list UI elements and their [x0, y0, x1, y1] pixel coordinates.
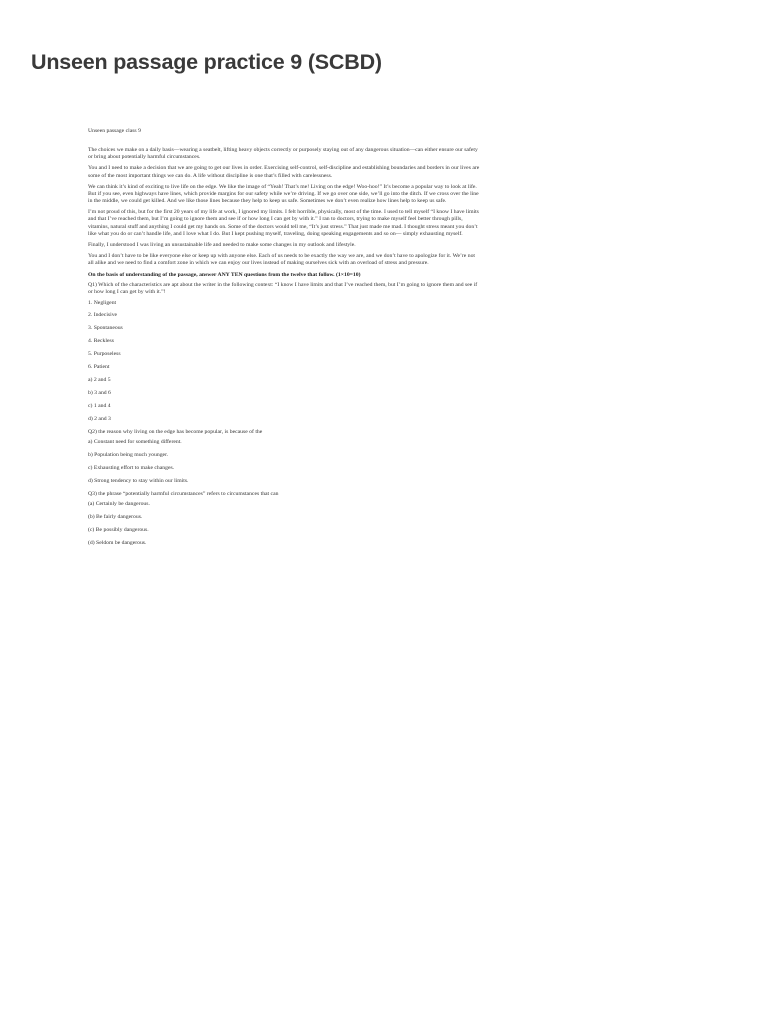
q3-choice-b: (b) Be fairly dangerous. [88, 513, 143, 520]
passage-paragraph-2: You and I need to make a decision that we are going to get our lives in order. Exercising self-control, self-discipline and establishing boundaries and borders in our lives are some of the most important things we can do. A life without discipline is one that’s filled with carelessness. [88, 165, 480, 179]
question-3: Q3) the phrase “potentially harmful circumstances” refers to circumstances that can [88, 490, 279, 497]
passage-paragraph-4: I’m not proud of this, but for the first 20 years of my life at work, I ignored my limits. I felt horrible, physically, most of the time. I used to tell myself “I know I have limits and that I’ve reached them, but I’m going to ignore them and see if or how long I can get by with it.” I ran to doctors, trying to make myself feel better through pills, vitamins, natural stuff and anything I could get my hands on. Some of the doctors would tell me, “It’s just stress.” That just made me mad. I thought stress meant you don’t like what you do or can’t handle life, and I love what I do. But I kept pushing myself, traveling, doing speaking engagements and so on— simply exhausting myself. [88, 209, 479, 237]
question-2: Q2) the reason why living on the edge has become popular, is because of the [88, 428, 263, 435]
q1-choice-b: b) 3 and 6 [88, 389, 111, 396]
document-body [88, 128, 480, 553]
passage-paragraph-6: You and I don’t have to be like everyone else or keep up with anyone else. Each of us needs to be exactly the way we are, and we don’t have to apologize for it. We’re not all alike and we need to find a comfort zone in which we can enjoy our lives instead of making ourselves sick with an overload of stress and pressure. [88, 253, 476, 267]
q1-option-3: 3. Spontaneous [88, 325, 123, 332]
q2-choice-a: a) Constant need for something different. [88, 438, 182, 445]
document-heading: Unseen passage class 9 [88, 128, 141, 134]
q1-option-2: 2. Indecisive [88, 312, 118, 319]
q2-choice-b: b) Population being much younger. [88, 451, 169, 458]
q1-option-6: 6. Patient [88, 364, 110, 371]
page-title: Unseen passage practice 9 (SCBD) [31, 50, 382, 74]
q1-option-5: 5. Purposeless [88, 351, 121, 358]
question-1: Q1) Which of the characteristics are apt about the writer in the following context: “I know I have limits and that I’ve reached them, but I’m going to ignore them and see if or how long I can get by with it.”! [88, 282, 478, 296]
q3-choice-c: (c) Be possibly dangerous. [88, 526, 149, 533]
q3-choice-d: (d) Seldom be dangerous. [88, 539, 147, 546]
passage-paragraph-5: Finally, I understood I was living an unsustainable life and needed to make some changes in my outlook and lifestyle. [88, 241, 356, 248]
q2-choice-d: d) Strong tendency to stay within our limits. [88, 477, 189, 484]
q1-choice-c: c) 1 and 4 [88, 402, 111, 409]
q1-option-1: 1. Negligent [88, 299, 117, 306]
q1-option-4: 4. Reckless [88, 338, 114, 345]
q1-choice-d: d) 2 and 3 [88, 415, 111, 422]
q3-choice-a: (a) Certainly be dangerous. [88, 501, 150, 508]
passage-paragraph-3: We can think it’s kind of exciting to live life on the edge. We like the image of “Yeah! That’s me! Living on the edge! Woo-hoo!” It’s become a popular way to look at life. But if you see, even highways have lines, which provide margins for our safety while we’re driving. If we go over one side, we’ll go into the ditch. If we cross over the line in the middle, we could get killed. And we like those lines because they help to keep us safe. Sometimes we don’t even realize how lines help to keep us safe. [88, 183, 479, 205]
q1-choice-a: a) 2 and 5 [88, 376, 111, 383]
questions-instruction: On the basis of understanding of the passage, answer ANY TEN questions from the twelve that follow. (1×10=10) [88, 271, 361, 278]
passage-paragraph-1: The choices we make on a daily basis—wearing a seatbelt, lifting heavy objects correctly or purposely staying out of any dangerous situation—can either ensure our safety or bring about potentially harmful circumstances. [88, 147, 478, 161]
q2-choice-c: c) Exhausting effort to make changes. [88, 464, 175, 471]
